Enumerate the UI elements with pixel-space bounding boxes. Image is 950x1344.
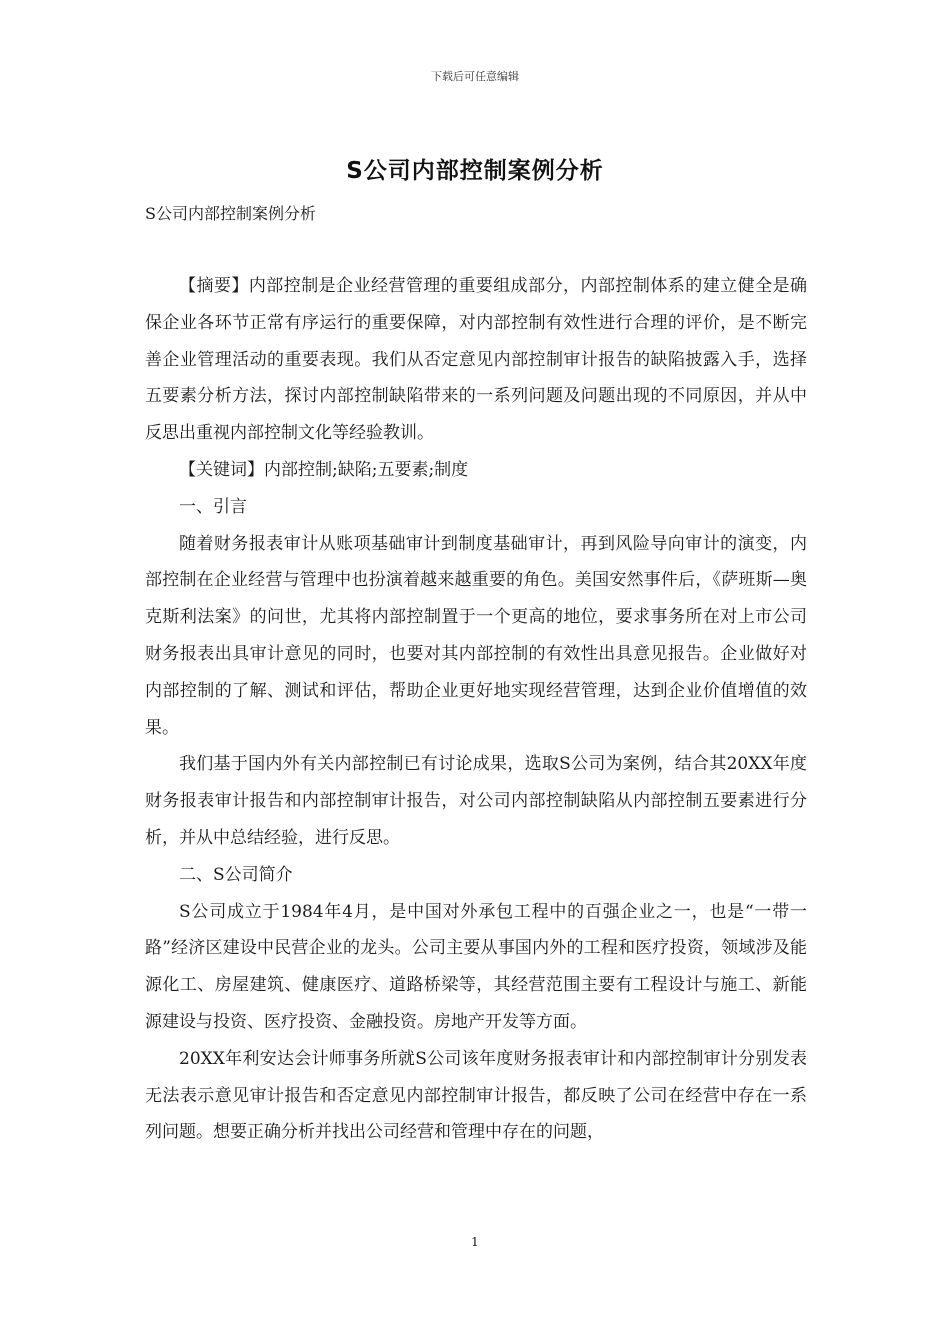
- document-body: [145, 268, 807, 1151]
- header-note: 下载后可任意编辑: [431, 70, 519, 83]
- body-paragraph: 我们基于国内外有关内部控制已有讨论成果，选取S公司为案例，结合其20XX年度财务报表审计报告和内部控制审计报告，对公司内部控制缺陷从内部控制五要素进行分析，并从中总结经验，进行反思。: [145, 754, 807, 848]
- keywords-paragraph: 【关键词】内部控制;缺陷;五要素;制度: [179, 459, 469, 480]
- document-title: S公司内部控制案例分析: [346, 158, 604, 184]
- body-paragraph: 随着财务报表审计从账项基础审计到制度基础审计，再到风险导向审计的演变，内部控制在企业经营与管理中也扮演着越来越重要的角色。美国安然事件后，《萨班斯—奥克斯利法案》的问世，尤其将内部控制置于一个更高的地位，要求事务所在对上市公司财务报表出具审计意见的同时，也要对其内部控制的有效性出具意见报告。企业做好对内部控制的了解、测试和评估，帮助企业更好地实现经营管理，达到企业价值增值的效果。: [145, 533, 807, 738]
- document-subtitle: S公司内部控制案例分析: [145, 204, 316, 223]
- abstract-paragraph: 【摘要】内部控制是企业经营管理的重要组成部分，内部控制体系的建立健全是确保企业各环节正常有序运行的重要保障，对内部控制有效性进行合理的评价，是不断完善企业管理活动的重要表现。我们从否定意见内部控制审计报告的缺陷披露入手，选择五要素分析方法，探讨内部控制缺陷带来的一系列问题及问题出现的不同原因，并从中反思出重视内部控制文化等经验教训。: [145, 276, 807, 444]
- body-paragraph: 20XX年利安达会计师事务所就S公司该年度财务报表审计和内部控制审计分别发表无法表示意见审计报告和否定意见内部控制审计报告，都反映了公司在经营中存在一系列问题。想要正确分析并找出公司经营和管理中存在的问题，: [145, 1048, 807, 1143]
- page-number: 1: [471, 1235, 479, 1249]
- section-heading-introduction: 一、引言: [179, 496, 247, 517]
- section-heading-company-profile: 二、S公司简介: [179, 864, 293, 885]
- body-paragraph: S公司成立于1984年4月，是中国对外承包工程中的百强企业之一，也是“一带一路”经济区建设中民营企业的龙头。公司主要从事国内外的工程和医疗投资，领域涉及能源化工、房屋建筑、健康医疗、道路桥梁等，其经营范围主要有工程设计与施工、新能源建设与投资、医疗投资、金融投资。房地产开发等方面。: [145, 901, 807, 1032]
